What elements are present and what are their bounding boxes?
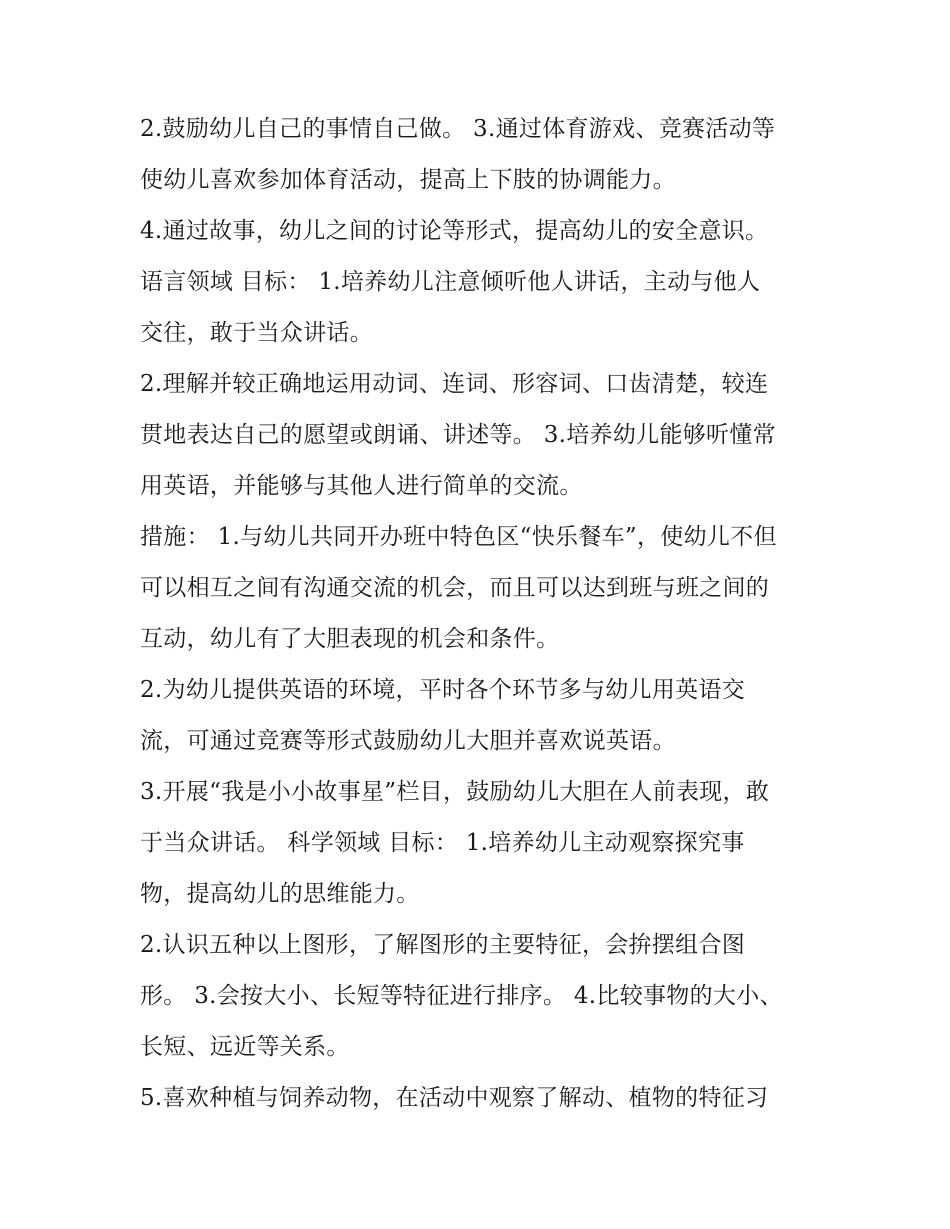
text-line-10: 可以相互之间有沟通交流的机会，而且可以达到班与班之间的 — [140, 575, 770, 601]
text-line-7: 贯地表达自己的愿望或朗诵、讲述等。 3.培养幼儿能够听懂常 — [140, 422, 776, 448]
text-line-19: 长短、远近等关系。 — [140, 1034, 350, 1060]
document-body — [140, 104, 820, 1124]
text-line-3: 4.通过故事，幼儿之间的讨论等形式，提高幼儿的安全意识。 — [140, 218, 769, 244]
text-line-18: 形。 3.会按大小、长短等特征进行排序。 4.比较事物的大小、 — [140, 983, 783, 1009]
text-line-1: 2.鼓励幼儿自己的事情自己做。 3.通过体育游戏、竞赛活动等 — [140, 116, 776, 142]
text-line-6: 2.理解并较正确地运用动词、连词、形容词、口齿清楚，较连 — [140, 371, 769, 397]
text-line-12: 2.为幼儿提供英语的环境，平时各个环节多与幼儿用英语交 — [140, 677, 746, 703]
text-line-14: 3.开展“我是小小故事星”栏目，鼓励幼儿大胆在人前表现，敢 — [140, 779, 770, 805]
text-line-16: 物，提高幼儿的思维能力。 — [140, 881, 420, 907]
text-line-11: 互动，幼儿有了大胆表现的机会和条件。 — [140, 626, 560, 652]
text-line-15: 于当众讲话。 科学领域 目标： 1.培养幼儿主动观察探究事 — [140, 830, 745, 856]
text-line-9: 措施： 1.与幼儿共同开办班中特色区“快乐餐车”，使幼儿不但 — [140, 524, 777, 550]
text-line-20: 5.喜欢种植与饲养动物，在活动中观察了解动、植物的特征习 — [140, 1085, 769, 1111]
text-line-2: 使幼儿喜欢参加体育活动，提高上下肢的协调能力。 — [140, 167, 676, 193]
text-line-17: 2.认识五种以上图形，了解图形的主要特征，会拚摆组合图 — [140, 932, 746, 958]
text-line-13: 流，可通过竞赛等形式鼓励幼儿大胆并喜欢说英语。 — [140, 728, 676, 754]
text-line-5: 交往，敢于当众讲话。 — [140, 320, 373, 346]
text-line-8: 用英语，并能够与其他人进行简单的交流。 — [140, 473, 583, 499]
text-line-4: 语言领域 目标： 1.培养幼儿注意倾听他人讲话，主动与他人 — [140, 269, 761, 295]
